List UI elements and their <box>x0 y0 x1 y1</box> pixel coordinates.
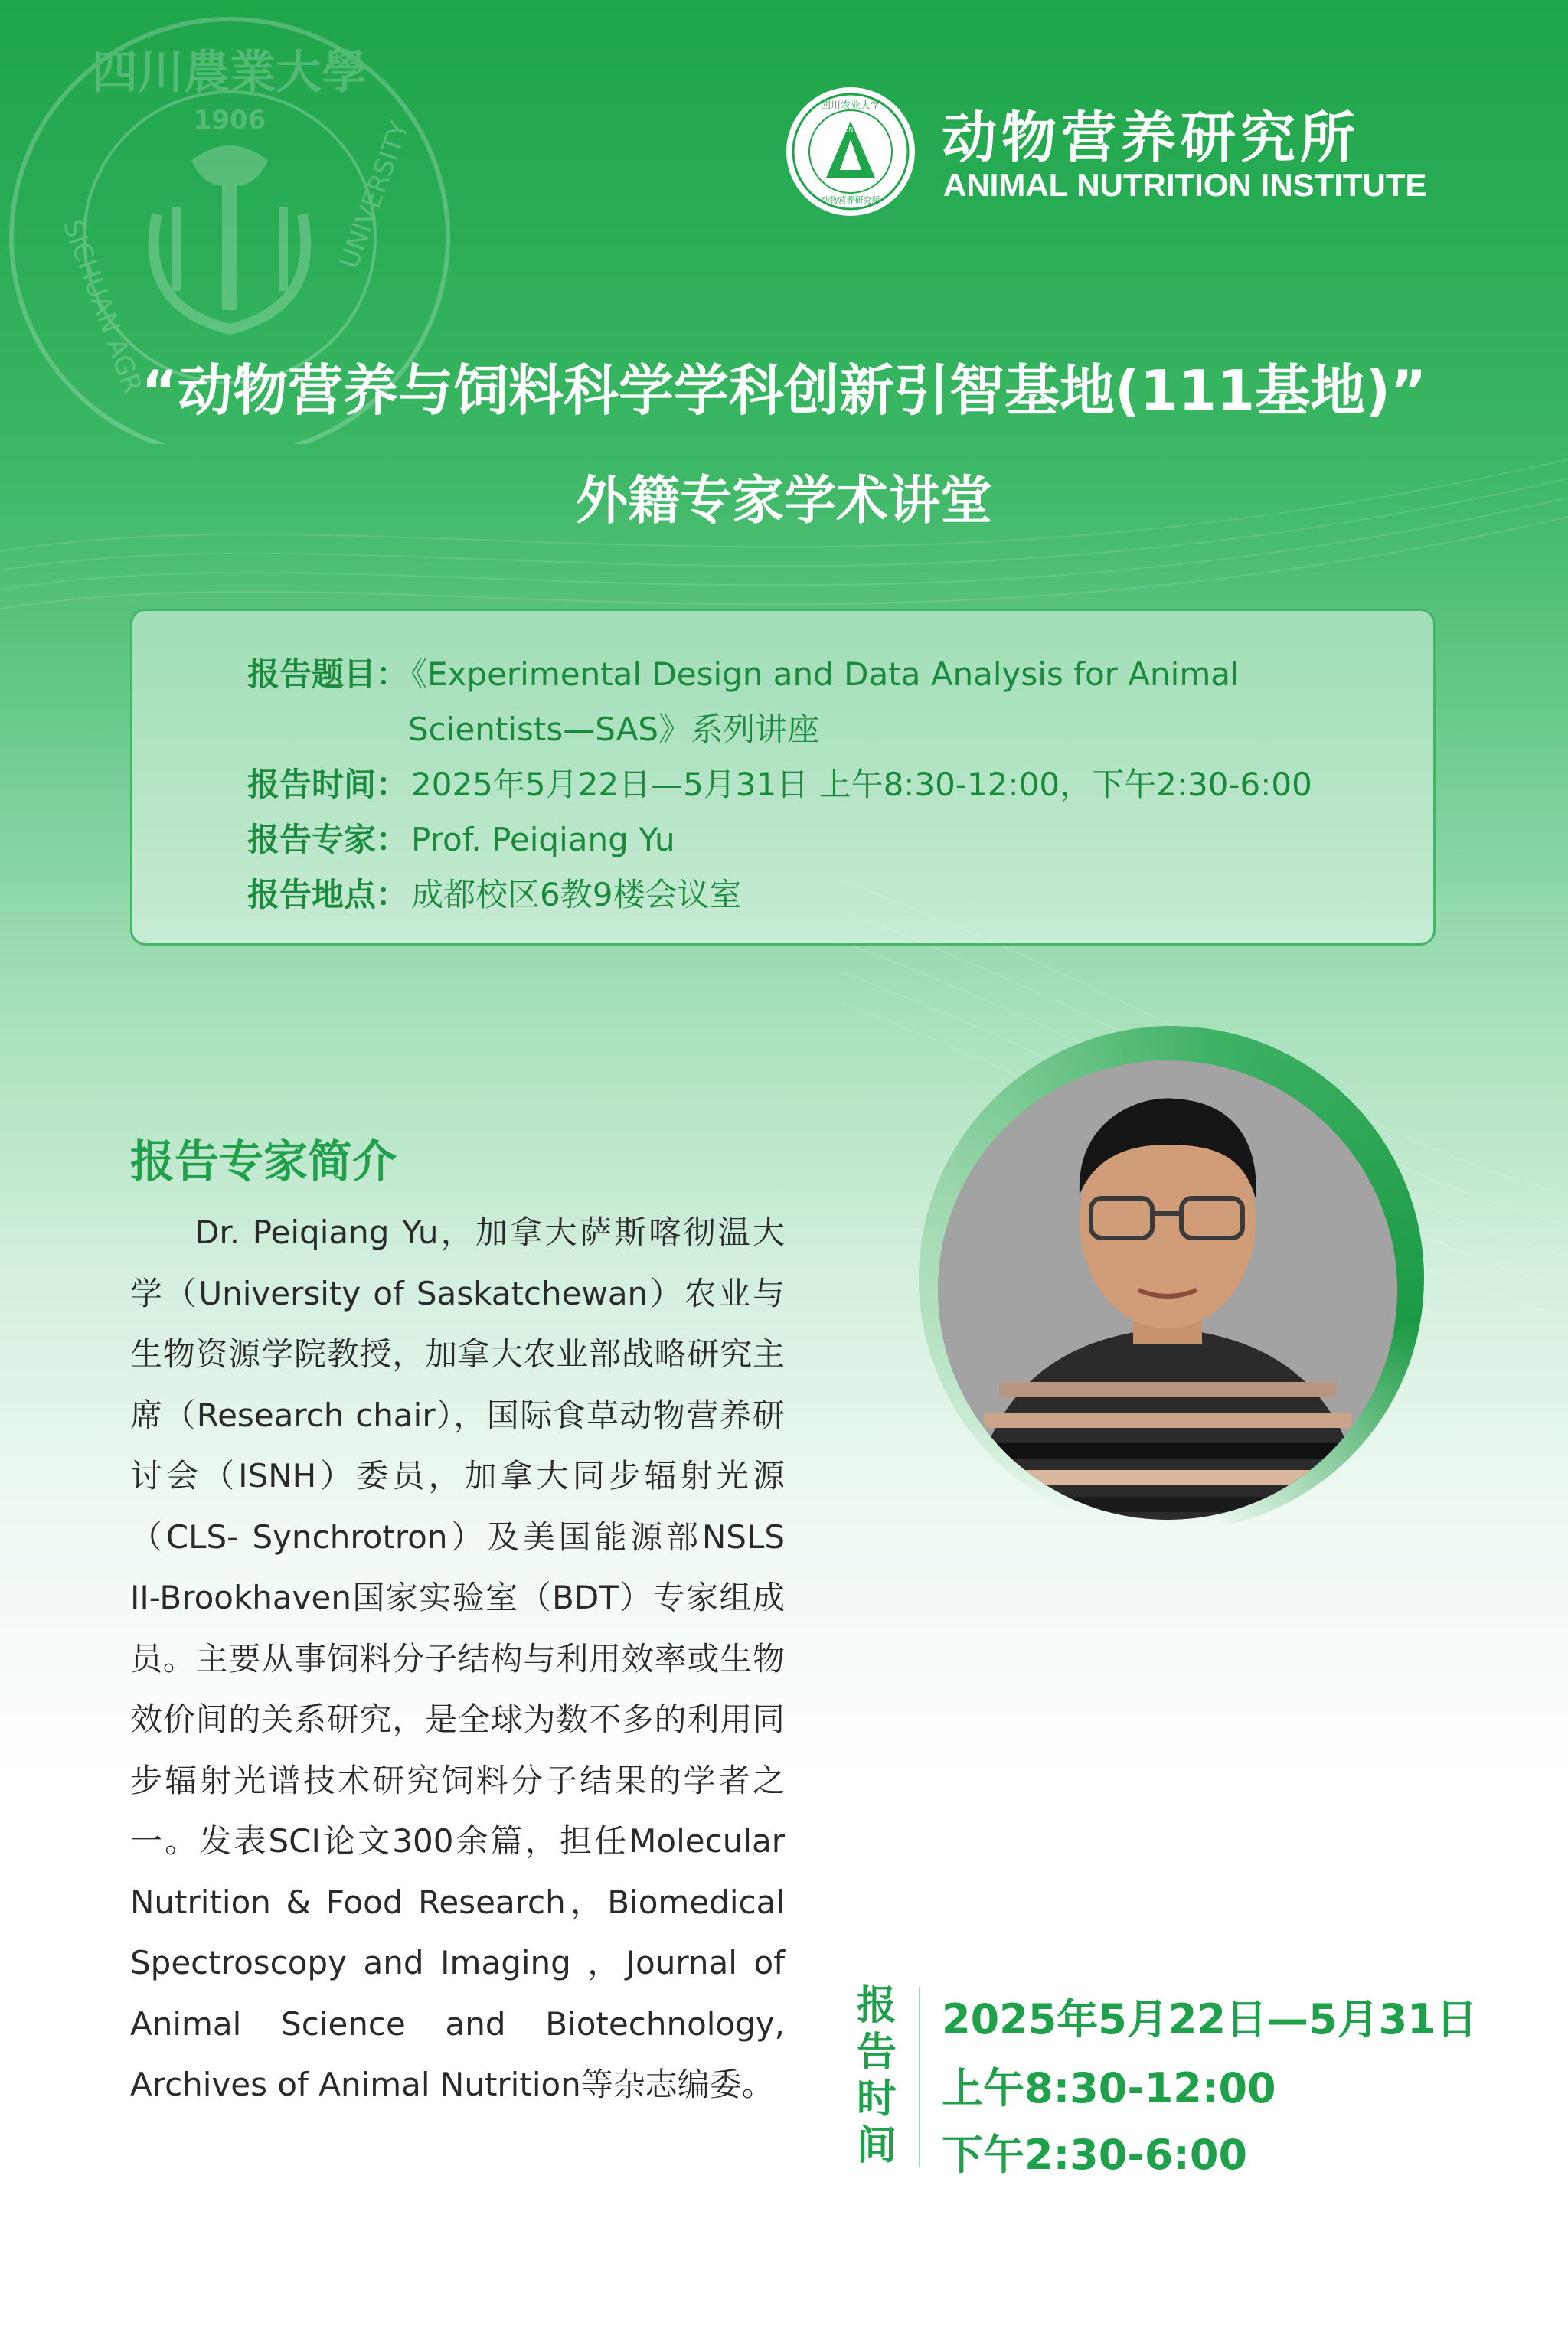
schedule-morning: 上午8:30-12:00 <box>942 2064 1276 2112</box>
time-row <box>247 760 1312 805</box>
lecture-info-box <box>130 609 1436 946</box>
expert-row <box>247 815 675 861</box>
time-value: 2025年5月22日—5月31日 上午8:30-12:00，下午2:30-6:00 <box>411 766 1312 803</box>
schedule-label-char: 时 <box>856 2076 897 2122</box>
event-title: “动物营养与饲料科学学科创新引智基地(111基地)” <box>141 358 1427 423</box>
schedule-label <box>854 1983 900 2170</box>
svg-text:四川農業大學: 四川農業大學 <box>92 46 368 100</box>
svg-text:动物营养研究所: 动物营养研究所 <box>821 195 880 205</box>
topic-value-continued: Scientists—SAS》系列讲座 <box>408 710 820 748</box>
topic-value: 《Experimental Design and Data Analysis for Animal <box>411 655 1240 693</box>
schedule-label-char: 报 <box>856 1983 897 2029</box>
svg-text:四川农业大学: 四川农业大学 <box>820 100 881 112</box>
schedule-date: 2025年5月22日—5月31日 <box>942 1995 1478 2043</box>
schedule-label-char: 间 <box>856 2123 897 2169</box>
expert-portrait <box>938 1060 1397 1520</box>
event-subtitle: 外籍专家学术讲堂 <box>575 471 992 531</box>
venue-label: 报告地点： <box>247 876 409 913</box>
expert-label: 报告专家： <box>247 821 409 858</box>
time-label: 报告时间： <box>247 766 409 803</box>
institute-name-en: ANIMAL NUTRITION INSTITUTE <box>943 167 1427 203</box>
svg-text:UNIVERSITY: UNIVERSITY <box>334 117 416 273</box>
portrait-illustration <box>938 1060 1397 1520</box>
schedule-label-char: 告 <box>856 2030 897 2076</box>
expert-value: Prof. Peiqiang Yu <box>411 821 675 858</box>
schedule-divider <box>919 1987 920 2167</box>
expert-bio <box>130 1202 785 2115</box>
schedule-afternoon: 下午2:30-6:00 <box>942 2131 1248 2179</box>
institute-logo <box>785 86 916 217</box>
bio-text: Dr. Peiqiang Yu，加拿大萨斯喀彻温大学（University of Saskatchewan）农业与生物资源学院教授，加拿大农业部战略研究主席（Research chair），国际食草动物营养研讨会（ISNH）委员，加拿大同步辐射光源（CLS- Synchrotron）及美国能源部NSLS II-Brookhaven国家实验室（BDT）专家组成员。主要从事饲料分子结构与利用效率或生物效价间的关系研究，是全球为数不多的利用同步辐射光谱技术研究饲料分子结果的学者之一。发表SCI论文300余篇，担任Molecular Nutrition & Food Research，Biomedical Spectroscopy and Imaging ，Journal of Animal Science and Biotechnology, Archives of Animal Nutrition等杂志编委。 <box>130 1214 785 2103</box>
svg-text:A.N.I.: A.N.I. <box>842 126 859 133</box>
bio-heading: 报告专家简介 <box>130 1135 397 1187</box>
venue-row <box>247 870 741 916</box>
venue-value: 成都校区6教9楼会议室 <box>411 876 742 913</box>
topic-row <box>247 649 1240 695</box>
institute-name-cn: 动物营养研究所 <box>942 106 1361 170</box>
svg-text:1906: 1906 <box>193 105 266 136</box>
svg-text:SICHUAN AGR: SICHUAN AGR <box>57 215 148 397</box>
topic-label: 报告题目： <box>247 655 409 693</box>
